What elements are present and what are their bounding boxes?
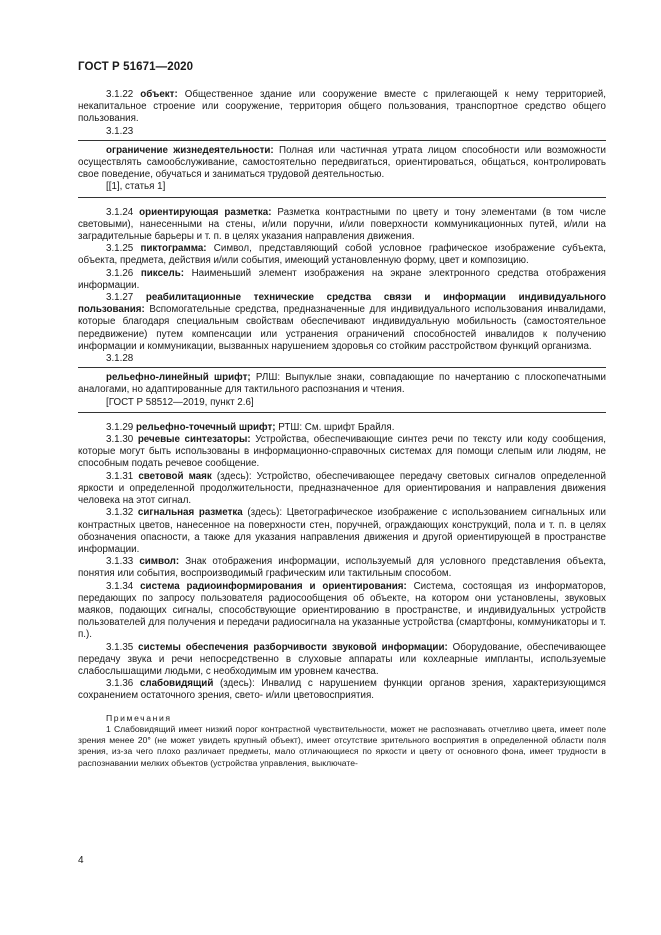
entry-number: 3.1.35 [106, 641, 134, 653]
entry-term: пиктограмма: [140, 243, 207, 255]
entry-definition: (здесь): Инвалид с нарушением функции органов зрения, характеризующимся сохранением остаточного зрения, свето- и/или цветовосприятия. [78, 678, 606, 702]
entry-definition: Наименьший элемент изображения на экране электронного средства отображения информации. [78, 267, 606, 291]
entry-3-1-26 [78, 268, 606, 292]
entry-number: 3.1.27 [106, 292, 134, 304]
entry-definition: Общественное здание или сооружение вместе с прилегающей к нему территорией, некапитальное строение или сооружение, территория общего пользования, транспортное средство общего пользования. [78, 89, 606, 125]
entry-3-1-22 [78, 89, 606, 126]
entry-term: сигнальная разметка [137, 507, 243, 519]
entry-number: 3.1.25 [106, 243, 134, 255]
entry-number: 3.1.34 [106, 580, 134, 592]
entry-definition: Символ, представляющий собой условное графическое изображение субъекта, объекта, предмета, действия и/или события, имеющий установленную форму, цвет и композицию. [78, 243, 606, 267]
entry-definition: Выпуклые знаки, совпадающие по начертанию с плоскопечатными аналогами, но адаптированные для тактильного распознания и чтения. [78, 372, 607, 396]
entry-3-1-29 [78, 422, 606, 434]
entry-term: системы обеспечения разборчивости звуковой информации: [138, 641, 448, 653]
entry-3-1-31 [78, 471, 606, 508]
entry-3-1-28 [78, 372, 606, 396]
entry-term: рельефно-линейный шрифт; [106, 372, 251, 384]
entry-3-1-36 [78, 678, 606, 702]
entry-3-1-27 [78, 292, 606, 353]
quoted-definition-box [78, 367, 606, 413]
entry-term: ограничение жизнедеятельности: [106, 144, 274, 156]
entry-term: реабилитационные технические средства связи и информации индивидуального пользования: [78, 292, 606, 316]
entry-term: объект: [140, 89, 178, 100]
entry-definition: Вспомогательные средства, предназначенные для индивидуального использования инвалидами, которые благодаря специальным свойствам обеспечивают индивидуальную мобильность (самостоятельное передвижение) путем компенсации или устранения ограничений способностей инвалидов к получению информации и коммуникации, вызванных нарушением здоровья со стойким расстройством функций организма. [78, 304, 606, 352]
entry-3-1-28-number: 3.1.28 [106, 353, 134, 365]
entry-term: пиксель: [140, 267, 184, 279]
entry-3-1-25 [78, 243, 606, 267]
entry-term: световой маяк [138, 470, 212, 482]
entry-number: 3.1.30 [106, 434, 134, 446]
entry-term: речевые синтезаторы: [137, 434, 251, 446]
entry-number: 3.1.32 [106, 507, 134, 519]
entry-3-1-23-number: 3.1.23 [106, 125, 134, 137]
entry-definition: Разметка контрастными по цвету и тону элементами (в том числе световыми), нанесенными на стены, и/или поручни, и/или поверхности коммуникационных путей, и/или на заградительные барьеры и т. п. в целях указания направления движения. [78, 206, 606, 243]
entry-definition: Полная или частичная утрата лицом способности или возможности осуществлять самообслуживание, самостоятельно передвигаться, ориентироваться, общаться, контролировать свое поведение, обучаться и заниматься трудовой деятельностью. [78, 144, 606, 181]
document-body [78, 89, 606, 769]
entry-source: [ГОСТ Р 58512—2019, пункт 2.6] [106, 396, 254, 408]
notes-section [78, 713, 606, 769]
entry-term: слабовидящий [139, 678, 214, 690]
page-number: 4 [78, 855, 84, 866]
entry-3-1-34 [78, 581, 606, 642]
entry-number: 3.1.36 [106, 678, 134, 690]
entry-definition: (здесь): Цветографическое изображение с использованием сигнальных или контрастных цветов, нанесенное на поверхности стен, поручней, ограждающих конструкций, пола и т. п. в целях обозначения опасности, а также для указания направления движения и другой ориентирующей в пространстве информации. [78, 507, 606, 555]
entry-number: 3.1.31 [106, 470, 134, 482]
note-item: 1 Слабовидящий имеет низкий порог контрастной чувствительности, может не распознавать отчетливо цвета, имеет поле зрения менее 20° (не может увидеть крупный объект), имеет отсутствие зрительного восприятия в определенной области поля зрения, из-за чего плохо различает предметы, мало отличающиеся по яркости и цвету от основного фона, имеет трудности в распознавании мелких объектов (устройства управления, выключате- [78, 723, 606, 768]
entry-number: 3.1.26 [106, 267, 134, 279]
entry-definition: Устройства, обеспечивающие синтез речи по тексту или коду сообщения, которые могут быть использованы в информационно-справочных системах для помощи слепым или людям, не способным подать речевое сообщение. [78, 434, 606, 470]
entry-term: система радиоинформирования и ориентирования: [140, 580, 407, 592]
entry-number: 3.1.33 [106, 556, 134, 568]
entry-definition: РТШ: См. шрифт Брайля. [278, 421, 395, 433]
entry-definition: (здесь): Устройство, обеспечивающее передачу световых сигналов определенной яркости и определенной продолжительности, предназначенное для ориентирования и направления движения человека на этот сигнал. [78, 470, 606, 507]
entry-definition: Оборудование, обеспечивающее передачу звука и речи непосредственно в слуховые аппараты или кохлеарные импланты, используемые слабослышащими людьми, с необходимым им уровнем качества. [78, 641, 606, 677]
quoted-definition-box [78, 140, 606, 198]
entry-3-1-33 [78, 556, 606, 580]
entry-definition: Система, состоящая из информаторов, передающих по запросу пользователя радиосообщения об объекте, на котором они установлены, звуковых маяков, подающих сигналы, способствующие ориентированию в пространстве, и индивидуальных устройств пользователей для получения и передачи радиосигнала на указанные устройства (смартфоны, коммуникаторы и т. п.). [78, 580, 606, 641]
notes-title: Примечания [106, 712, 172, 723]
entry-3-1-35 [78, 642, 606, 679]
entry-definition: Знак отображения информации, используемый для условного представления объекта, понятия или события, воспроизводимый графическим или тактильным способом. [78, 556, 606, 580]
entry-source: [[1], статья 1] [106, 181, 166, 193]
entry-3-1-32 [78, 507, 606, 556]
entry-term: ориентирующая разметка: [139, 206, 272, 218]
entry-term: рельефно-точечный шрифт; [135, 421, 276, 433]
document-header: ГОСТ Р 51671—2020 [78, 61, 194, 73]
entry-term: символ: [139, 556, 180, 568]
entry-number: 3.1.24 [106, 206, 134, 218]
entry-number: 3.1.29 [106, 421, 134, 433]
entry-3-1-24 [78, 207, 606, 244]
entry-3-1-30 [78, 434, 606, 471]
entry-abbreviation: РЛШ: [255, 372, 281, 384]
entry-number: 3.1.22 [106, 89, 134, 100]
entry-3-1-23 [78, 145, 606, 182]
